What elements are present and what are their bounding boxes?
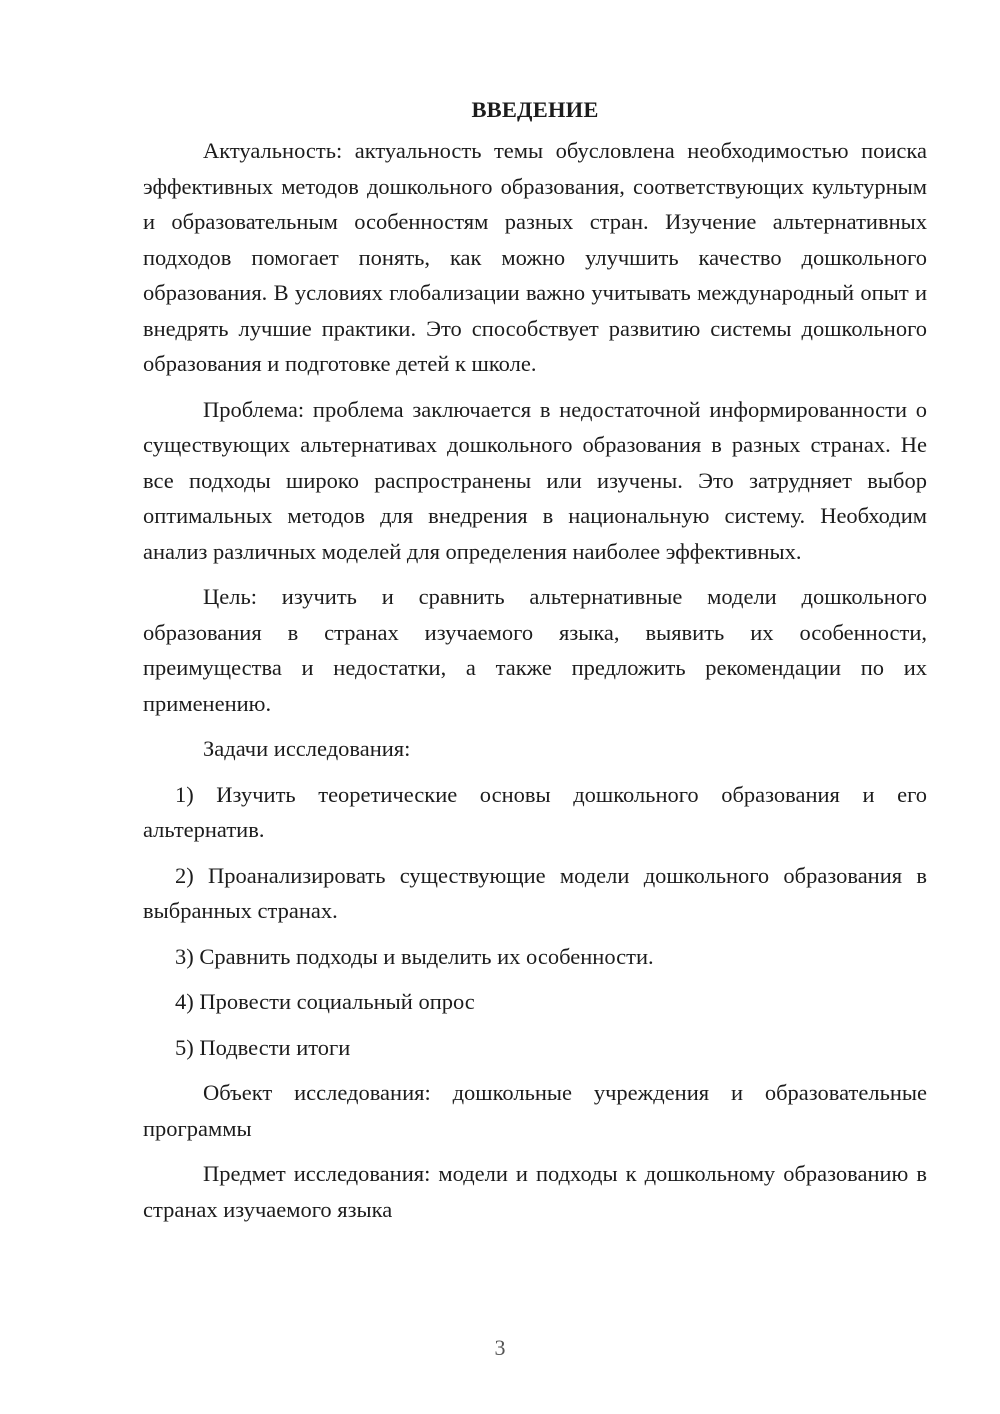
task-item-3: 3) Сравнить подходы и выделить их особенности. [175, 943, 654, 969]
problem-paragraph: Проблема: проблема заключается в недостаточной информированности о существующих альтернативах дошкольного образования в разных странах. Не все подходы широко распространены или изучены. Это затрудняет выбор оптимальных методов для внедрения в национальную систему. Необходим анализ различных моделей для определения наиболее эффективных. [143, 396, 927, 564]
task-item-5: 5) Подвести итоги [175, 1034, 351, 1060]
page-number: 3 [494, 1335, 506, 1360]
relevance-paragraph: Актуальность: актуальность темы обусловлена необходимостью поиска эффективных методов дошкольного образования, соответствующих культурным и образовательным особенностям разных стран. Изучение альтернативных подходов помогает понять, как можно улучшить качество дошкольного образования. В условиях глобализации важно учитывать международный опыт и внедрять лучшие практики. Это способствует развитию системы дошкольного образования и подготовке детей к школе. [143, 138, 927, 376]
task-item-1: 1) Изучить теоретические основы дошкольного образования и его альтернатив. [143, 781, 927, 842]
tasks-heading: Задачи исследования: [203, 736, 411, 761]
research-subject-paragraph: Предмет исследования: модели и подходы к дошкольному образованию в странах изучаемого языка [143, 1161, 927, 1222]
goal-paragraph: Цель: изучить и сравнить альтернативные модели дошкольного образования в странах изучаемого языка, выявить их особенности, преимущества и недостатки, а также предложить рекомендации по их применению. [143, 584, 927, 716]
task-item-4: 4) Провести социальный опрос [175, 989, 475, 1014]
page-title: ВВЕДЕНИЕ [471, 97, 599, 122]
research-object-paragraph: Объект исследования: дошкольные учреждения и образовательные программы [143, 1080, 927, 1141]
task-item-2: 2) Проанализировать существующие модели дошкольного образования в выбранных странах. [143, 862, 927, 923]
document-page [143, 92, 927, 1237]
